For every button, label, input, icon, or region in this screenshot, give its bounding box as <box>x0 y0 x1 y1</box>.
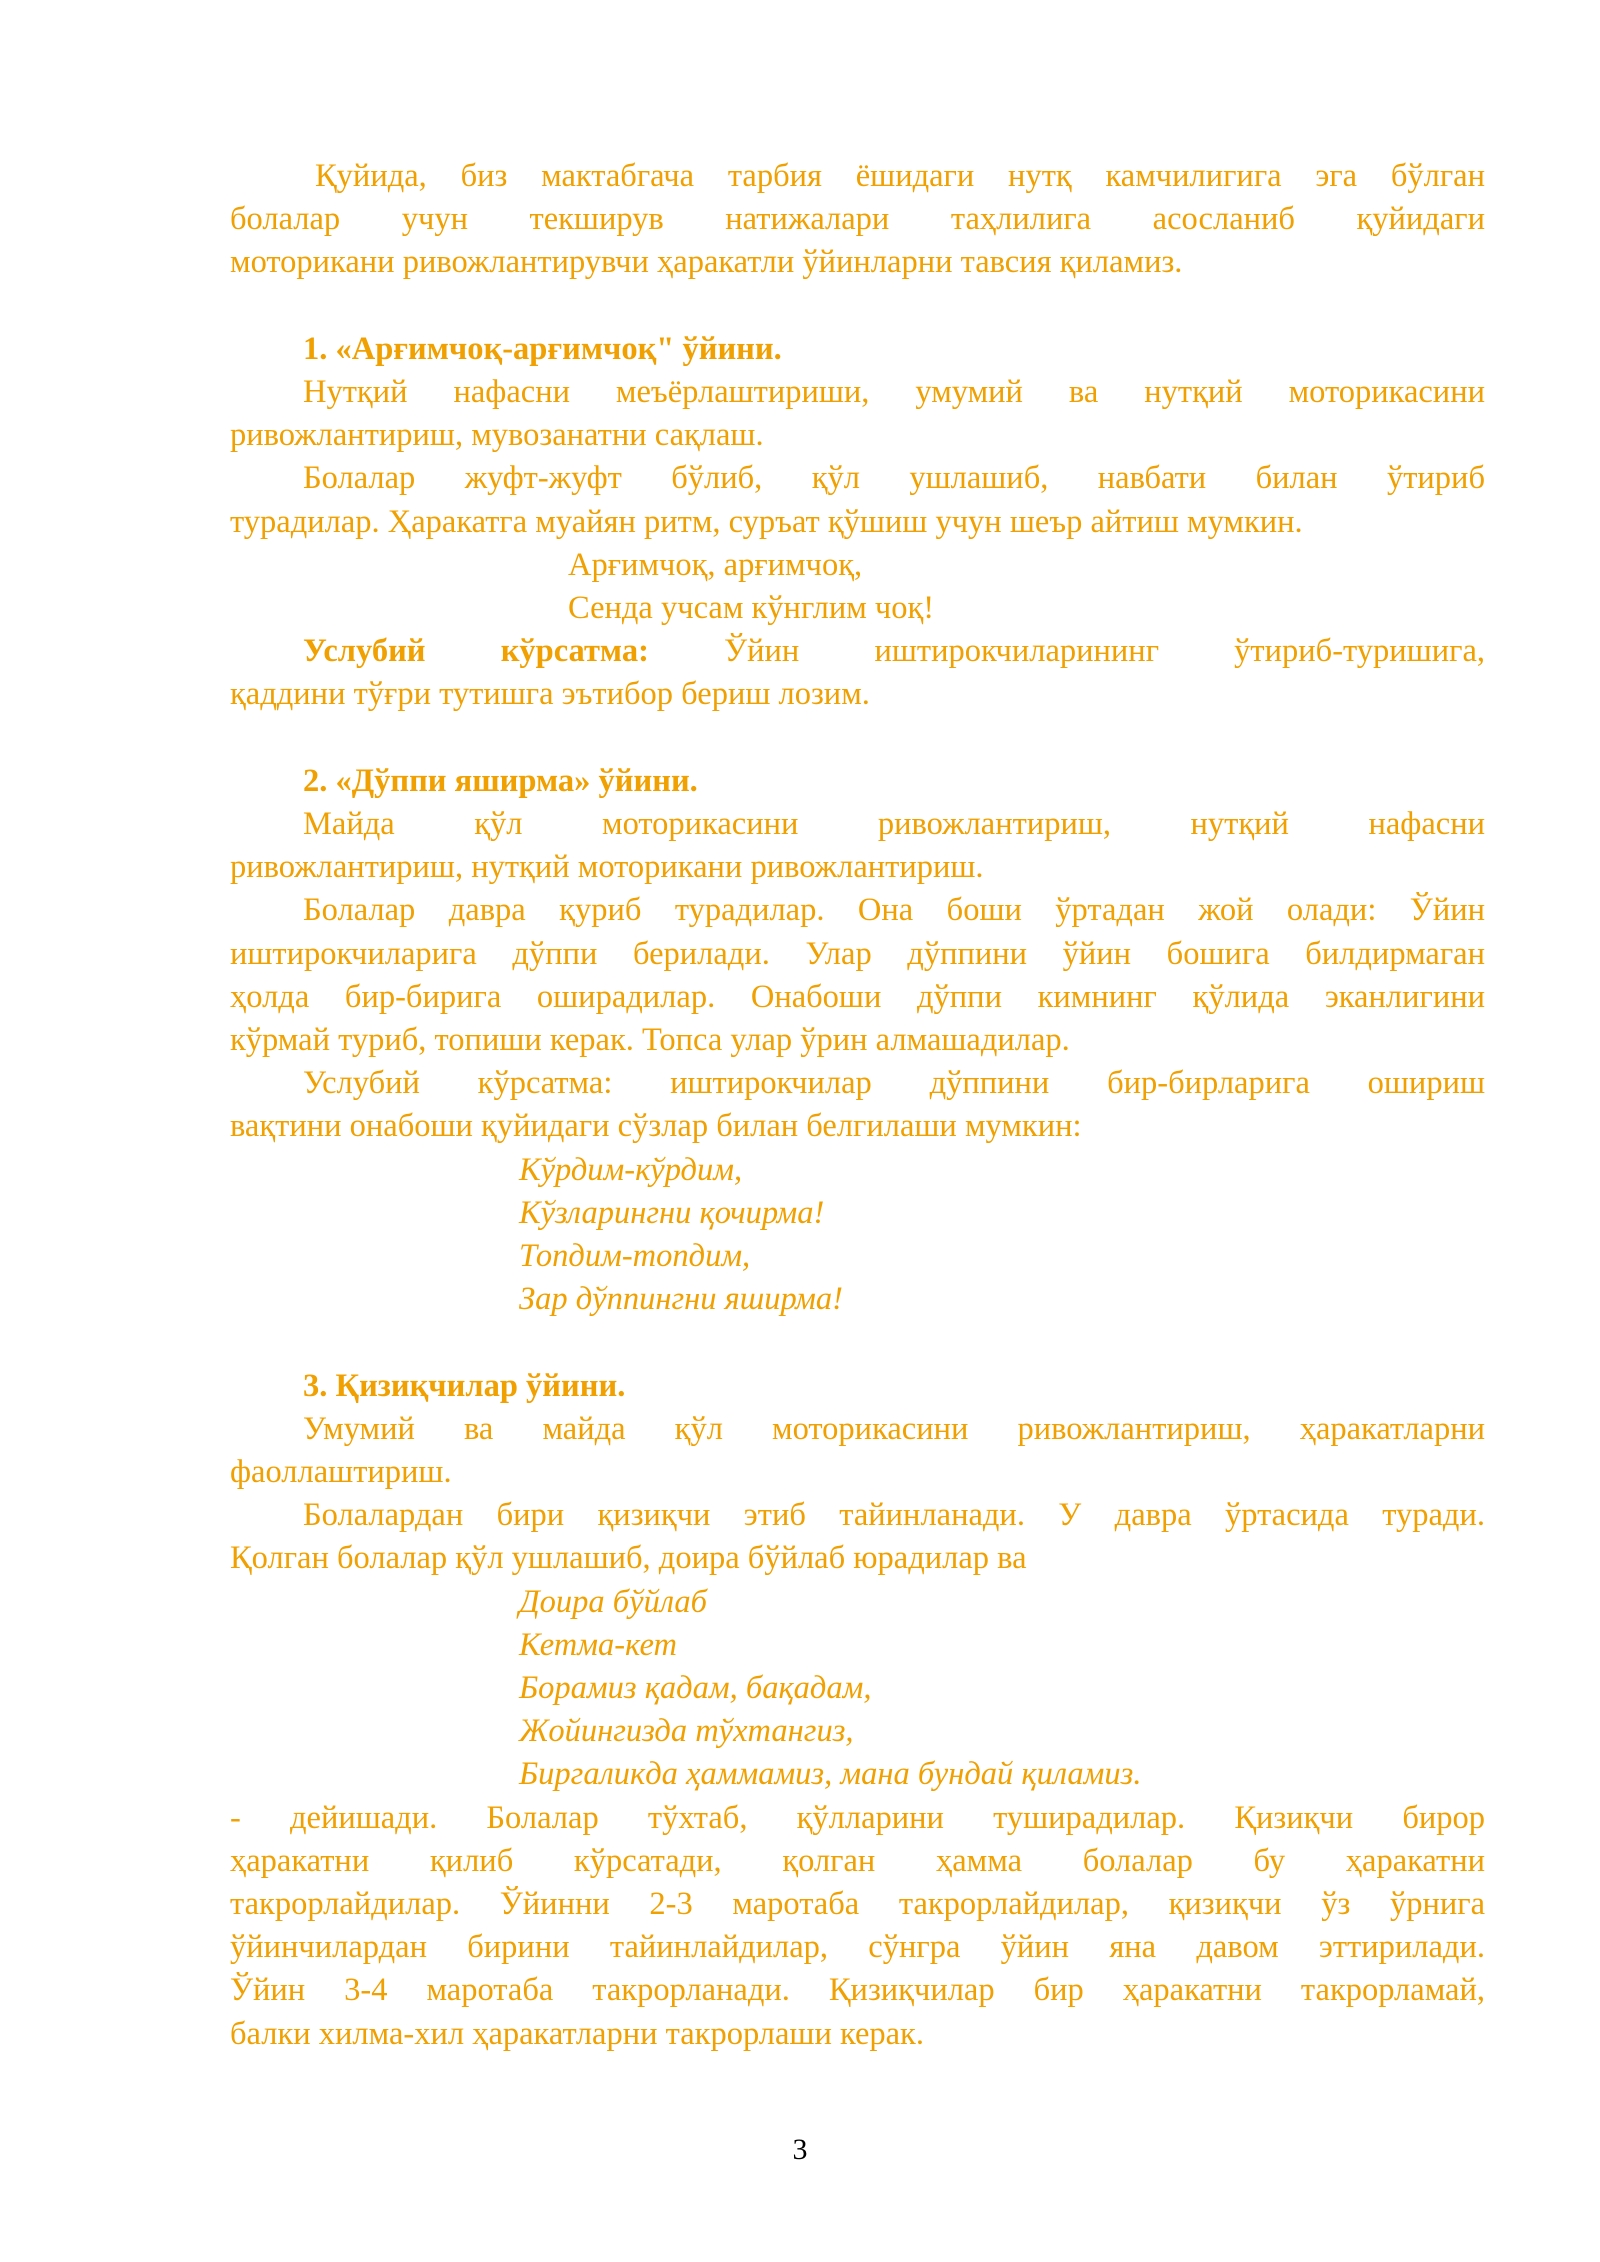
game2-goal-line: ривожлантириш, нутқий моторикани ривожлантириш. <box>230 849 984 886</box>
game2-note-line: вақтини онабоши қуйидаги сўзлар билан белгилаши мумкин: <box>230 1108 1082 1145</box>
verse-line: Жойингизда тўхтангиз, <box>519 1713 854 1750</box>
game3-goal-line: Умумий ва майда қўл моторикасини ривожлантириш, ҳаракатларни <box>303 1410 1485 1447</box>
game1-goal-line: Нутқий нафасни меъёрлаштириши, умумий ва нутқий моторикасини <box>303 374 1485 410</box>
game1-note-text: Ўйин иштирокчиларининг ўтириб-туришига, <box>648 633 1485 670</box>
intro-line: болалар учун текширув натижалари таҳлилига асосланиб қуйидаги <box>230 201 1485 238</box>
spacer <box>230 285 1485 328</box>
game2-desc-line: кўрмай туриб, топиши керак. Топса улар ўрин алмашадилар. <box>230 1022 1070 1059</box>
spacer <box>230 1321 1485 1364</box>
game1-verse <box>230 544 1485 630</box>
page-content <box>230 155 1485 2056</box>
verse-line: Топдим-топдим, <box>519 1238 751 1275</box>
game3-end-line: - дейишади. Болалар тўхтаб, қўлларини туширадилар. Қизиқчи бирор <box>230 1799 1485 1836</box>
verse-line: Кўзларингни қочирма! <box>519 1194 825 1231</box>
game3-end-line: Ўйин 3-4 маротаба такрорланади. Қизиқчилар бир ҳаракатни такрорламай, <box>230 1972 1485 2009</box>
game1-desc-line: турадилар. Ҳаракатга муайян ритм, суръат қўшиш учун шеър айтиш мумкин. <box>230 503 1303 540</box>
game3-verse <box>230 1581 1485 1797</box>
page-number: 3 <box>792 2133 808 2166</box>
game3-desc-line: Қолган болалар қўл ушлашиб, доира бўйлаб юрадилар ва <box>230 1540 1027 1577</box>
game2-desc-line: иштирокчиларига дўппи берилади. Улар дўппини ўйин бошига билдирмаган <box>230 935 1485 972</box>
game2-desc-line: Болалар давра қуриб турадилар. Она боши ўртадан жой олади: Ўйин <box>303 892 1485 929</box>
verse-line: Кетма-кет <box>519 1626 677 1663</box>
game2-verse <box>230 1149 1485 1322</box>
game1-note-label: Услубий кўрсатма: <box>303 633 649 670</box>
game3-end-line: балки хилма-хил ҳаракатларни такрорлаши керак. <box>230 2015 924 2052</box>
game3-end-line: ҳаракатни қилиб кўрсатади, қолган ҳамма болалар бу ҳаракатни <box>230 1842 1485 1879</box>
intro-paragraph <box>230 155 1485 285</box>
intro-line: моторикани ривожлантирувчи ҳаракатли ўйинларни тавсия қиламиз. <box>230 244 1183 281</box>
game1-note-line: қаддини тўғри тутишга эътибор бериш лозим. <box>230 676 870 713</box>
verse-line: Борамиз қадам, бақадам, <box>519 1670 872 1707</box>
game3-goal-line: фаоллаштириш. <box>230 1454 452 1491</box>
verse-line: Сенда учсам кўнглим чоқ! <box>568 590 935 627</box>
game2-title: 2. «Дўппи яширма» ўйини. <box>303 762 698 799</box>
verse-line: Биргаликда ҳаммамиз, мана бундай қиламиз. <box>519 1756 1142 1793</box>
game1-goal-line: ривожлантириш, мувозанатни сақлаш. <box>230 417 764 454</box>
game1-desc-line: Болалар жуфт-жуфт бўлиб, қўл ушлашиб, навбати билан ўтириб <box>303 460 1485 497</box>
game3-end-line: ўйинчилардан бирини тайинлайдилар, сўнгра ўйин яна давом эттирилади. <box>230 1929 1485 1966</box>
game3-desc-line: Болалардан бири қизиқчи этиб тайинланади. У давра ўртасида туради. <box>303 1497 1485 1534</box>
game2-goal-line: Майда қўл моторикасини ривожлантириш, нутқий нафасни <box>303 806 1485 843</box>
game2-desc-line: ҳолда бир-бирига оширадилар. Онабоши дўппи кимнинг қўлида эканлигини <box>230 978 1485 1015</box>
verse-line: Арғимчоқ, арғимчоқ, <box>568 546 863 583</box>
game1-note-line <box>230 630 1485 673</box>
verse-line: Зар дўппингни яширма! <box>519 1281 843 1318</box>
intro-line: Қуйида, биз мактабгача тарбия ёшидаги нутқ камчилигига эга бўлган <box>315 158 1485 194</box>
game3-title: 3. Қизиқчилар ўйини. <box>303 1367 626 1404</box>
game3-end-line: такрорлайдилар. Ўйинни 2-3 маротаба такрорлайдилар, қизиқчи ўз ўрнига <box>230 1886 1485 1923</box>
game1-title: 1. «Арғимчоқ-арғимчоқ" ўйини. <box>303 330 782 367</box>
verse-line: Доира бўйлаб <box>519 1583 707 1620</box>
verse-line: Кўрдим-кўрдим, <box>519 1151 743 1188</box>
spacer <box>230 717 1485 760</box>
game2-note-line: Услубий кўрсатма: иштирокчилар дўппини бир-бирларига ошириш <box>303 1065 1485 1102</box>
